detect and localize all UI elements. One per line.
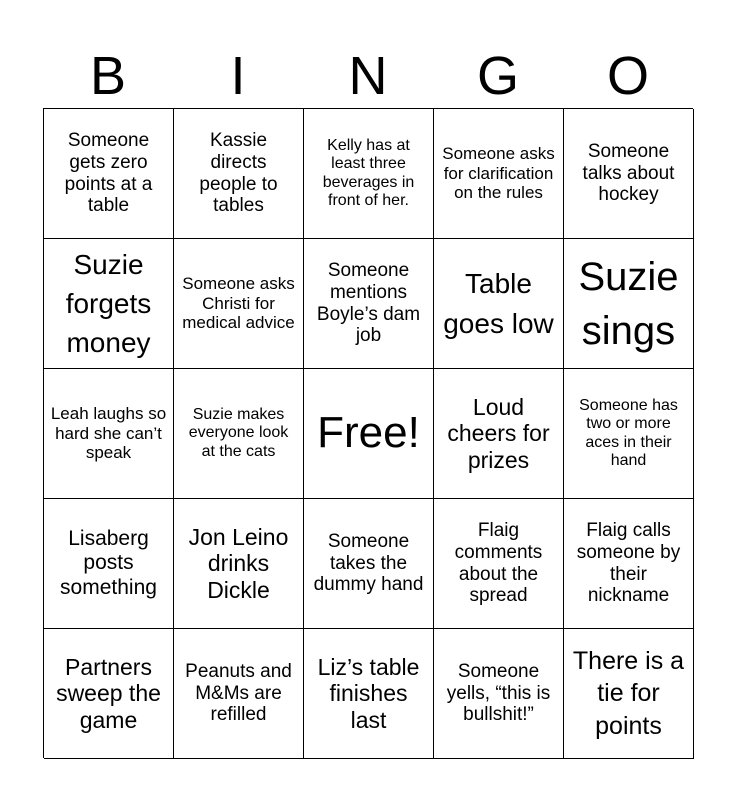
bingo-cell[interactable]: Partners sweep the game	[44, 629, 174, 759]
bingo-cell[interactable]: Someone asks for clarification on the rules	[434, 109, 564, 239]
bingo-cell[interactable]: Someone yells, “this is bullshit!”	[434, 629, 564, 759]
bingo-cell[interactable]: Jon Leino drinks Dickle	[174, 499, 304, 629]
bingo-cell[interactable]: Suzie sings	[564, 239, 694, 369]
bingo-cell[interactable]: Someone takes the dummy hand	[304, 499, 434, 629]
bingo-cell[interactable]: Someone asks Christi for medical advice	[174, 239, 304, 369]
bingo-cell[interactable]: Table goes low	[434, 239, 564, 369]
bingo-cell[interactable]: Kassie directs people to tables	[174, 109, 304, 239]
bingo-cell[interactable]: Suzie forgets money	[44, 239, 174, 369]
bingo-cell[interactable]: Kelly has at least three beverages in front of her.	[304, 109, 434, 239]
bingo-cell[interactable]: Liz’s table finishes last	[304, 629, 434, 759]
header-letter-i: I	[230, 46, 246, 106]
bingo-cell[interactable]: Peanuts and M&Ms are refilled	[174, 629, 304, 759]
bingo-card	[43, 108, 693, 758]
bingo-cell[interactable]: Loud cheers for prizes	[434, 369, 564, 499]
header-letter-n: N	[348, 46, 388, 106]
bingo-cell[interactable]: There is a tie for points	[564, 629, 694, 759]
bingo-cell[interactable]: Flaig calls someone by their nickname	[564, 499, 694, 629]
header-letter-b: B	[89, 46, 127, 106]
bingo-cell[interactable]: Leah laughs so hard she can’t speak	[44, 369, 174, 499]
bingo-cell[interactable]: Someone talks about hockey	[564, 109, 694, 239]
bingo-cell[interactable]: Flaig comments about the spread	[434, 499, 564, 629]
header-letter-o: O	[606, 46, 649, 106]
bingo-cell[interactable]: Lisaberg posts something	[44, 499, 174, 629]
bingo-cell[interactable]: Someone has two or more aces in their hand	[564, 369, 694, 499]
free-space[interactable]: Free!	[304, 369, 434, 499]
bingo-cell[interactable]: Someone mentions Boyle’s dam job	[304, 239, 434, 369]
bingo-header	[43, 44, 693, 108]
bingo-cell[interactable]: Suzie makes everyone look at the cats	[174, 369, 304, 499]
header-letter-g: G	[476, 46, 519, 106]
bingo-cell[interactable]: Someone gets zero points at a table	[44, 109, 174, 239]
